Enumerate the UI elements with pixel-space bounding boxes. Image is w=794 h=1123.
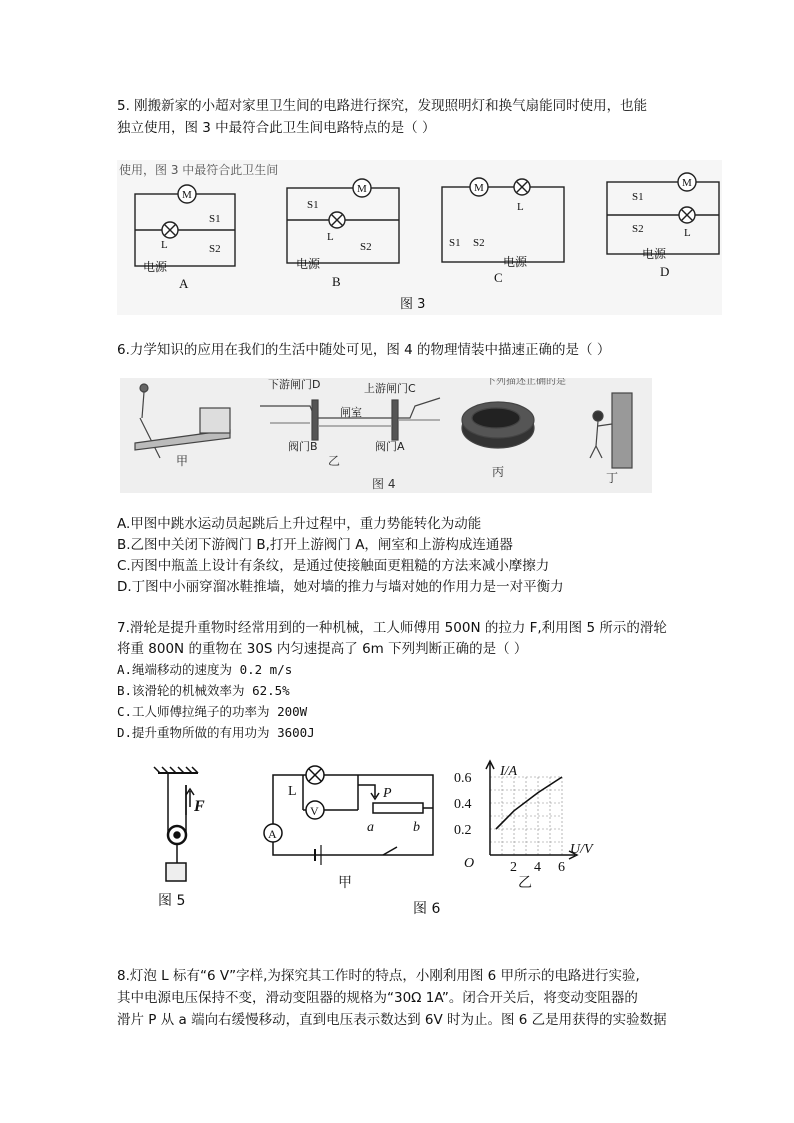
svg-text:S1: S1 [632, 191, 644, 203]
svg-text:M: M [357, 183, 367, 195]
svg-text:B: B [332, 274, 341, 289]
svg-text:甲: 甲 [176, 454, 189, 468]
svg-text:乙: 乙 [518, 875, 532, 891]
q8-line1: 8.灯泡 L 标有“6 V”字样,为探究其工作时的特点，小刚利用图 6 甲所示的电路进行实验, [117, 968, 640, 984]
svg-text:b: b [413, 820, 420, 835]
y-tick-label: 0.6 [454, 771, 472, 786]
q8-line2: 其中电源电压保持不变，滑动变阻器的规格为“30Ω 1A”。闭合开关后，将变动变阻器的 [117, 990, 638, 1006]
x-tick-label: 4 [534, 860, 541, 875]
y-tick-label: 0.2 [454, 823, 472, 838]
figure-3 [117, 160, 722, 315]
svg-text:D: D [660, 264, 670, 279]
svg-text:阀门B: 阀门B [288, 440, 318, 453]
q7-option-b: B.该滑轮的机械效率为 62.5% [117, 683, 290, 698]
skater-scene [590, 393, 632, 485]
circuit-c [442, 178, 564, 285]
iu-curve [496, 777, 562, 829]
q5-line2: 独立使用，图 3 中最符合此卫生间电路特点的是（ ） [117, 120, 436, 136]
svg-text:S1: S1 [307, 199, 319, 211]
x-tick-label: 2 [510, 860, 517, 875]
svg-text:S2: S2 [473, 237, 485, 249]
circuit-diagram [264, 766, 440, 917]
svg-text:A: A [268, 827, 277, 841]
svg-text:电源: 电源 [296, 257, 321, 271]
bottle-cap-scene [462, 378, 566, 479]
pulley-diagram [154, 767, 205, 909]
svg-text:下游闸门D: 下游闸门D [268, 378, 321, 391]
ship-lock-scene [260, 378, 440, 468]
iu-graph [454, 761, 594, 891]
svg-text:S2: S2 [209, 243, 221, 255]
svg-text:L: L [288, 784, 297, 799]
circuit-b [287, 179, 399, 289]
svg-text:阀门A: 阀门A [375, 440, 405, 453]
svg-text:丙: 丙 [492, 465, 505, 479]
y-tick-label: 0.4 [454, 797, 472, 812]
svg-text:M: M [474, 182, 484, 194]
figure-3-caption: 图 3 [400, 297, 426, 312]
figure-6-caption: 图 6 [413, 901, 441, 917]
svg-text:电源: 电源 [642, 247, 667, 261]
y-axis-label: I/A [500, 764, 518, 779]
q6-option-c: C.丙图中瓶盖上设计有条纹，是通过使接触面更粗糙的方法来减小摩擦力 [117, 558, 550, 574]
svg-text:下列描述正确的是: 下列描述正确的是 [486, 378, 566, 387]
q6-option-b: B.乙图中关闭下游阀门 B,打开上游阀门 A，闸室和上游构成连通器 [117, 537, 513, 553]
q6-line1: 6.力学知识的应用在我们的生活中随处可见，图 4 的物理情装中描速正确的是（ ） [117, 342, 611, 358]
diver-scene [135, 384, 230, 468]
q7-line1: 7.滑轮是提升重物时经常用到的一种机械，工人师傅用 500N 的拉力 F,利用图 5 所示的滑轮 [117, 620, 667, 636]
q6-option-d: D.丁图中小丽穿溜冰鞋推墙，她对墙的推力与墙对她的作用力是一对平衡力 [117, 579, 564, 595]
svg-text:闸室: 闸室 [340, 406, 362, 419]
svg-text:A: A [179, 276, 189, 291]
figures-5-6 [118, 755, 618, 920]
q8-line3: 滑片 P 从 a 端向右缓慢移动，直到电压表示数达到 6V 时为止。图 6 乙是用获得的实验数据 [117, 1012, 667, 1028]
figure-4 [120, 378, 652, 493]
svg-text:S1: S1 [209, 213, 221, 225]
figure-4-caption: 图 4 [372, 477, 396, 491]
x-axis-label: U/V [570, 842, 593, 857]
circuit-a [135, 185, 235, 291]
q7-option-c: C.工人师傅拉绳子的功率为 200W [117, 704, 308, 719]
svg-text:L: L [327, 231, 334, 243]
svg-text:a: a [367, 820, 374, 835]
motor-icon: M [182, 189, 192, 201]
svg-text:上游闸门C: 上游闸门C [364, 382, 416, 395]
svg-text:C: C [494, 270, 503, 285]
svg-text:L: L [684, 227, 691, 239]
svg-text:L: L [517, 201, 524, 213]
figure-5-caption: 图 5 [158, 893, 186, 909]
q7-option-a: A.绳端移动的速度为 0.2 m/s [117, 662, 293, 677]
svg-text:S2: S2 [360, 241, 372, 253]
svg-text:甲: 甲 [338, 875, 352, 891]
svg-text:S1: S1 [449, 237, 461, 249]
circuit-d [607, 173, 719, 279]
force-label: F [194, 798, 205, 815]
svg-text:丁: 丁 [606, 471, 619, 485]
svg-text:M: M [682, 177, 692, 189]
svg-text:P: P [383, 786, 392, 801]
svg-text:L: L [161, 239, 168, 251]
svg-text:V: V [310, 804, 319, 818]
svg-text:电源: 电源 [143, 260, 168, 274]
q7-line2: 将重 800N 的重物在 30S 内匀速提高了 6m 下列判断正确的是（ ） [117, 641, 528, 657]
q6-option-a: A.甲图中跳水运动员起跳后上升过程中，重力势能转化为动能 [117, 516, 482, 532]
q7-option-d: D.提升重物所做的有用功为 3600J [117, 725, 315, 740]
svg-text:乙: 乙 [328, 454, 341, 468]
x-tick-label: 6 [558, 860, 565, 875]
q5-line1: 5. 刚搬新家的小超对家里卫生间的电路进行探究，发现照明灯和换气扇能同时使用，也能 [117, 98, 648, 114]
origin-label: O [464, 856, 475, 871]
svg-text:S2: S2 [632, 223, 644, 235]
figure-3-crop-text: 使用，图 3 中最符合此卫生间 [119, 163, 279, 177]
svg-text:电源: 电源 [503, 255, 528, 269]
